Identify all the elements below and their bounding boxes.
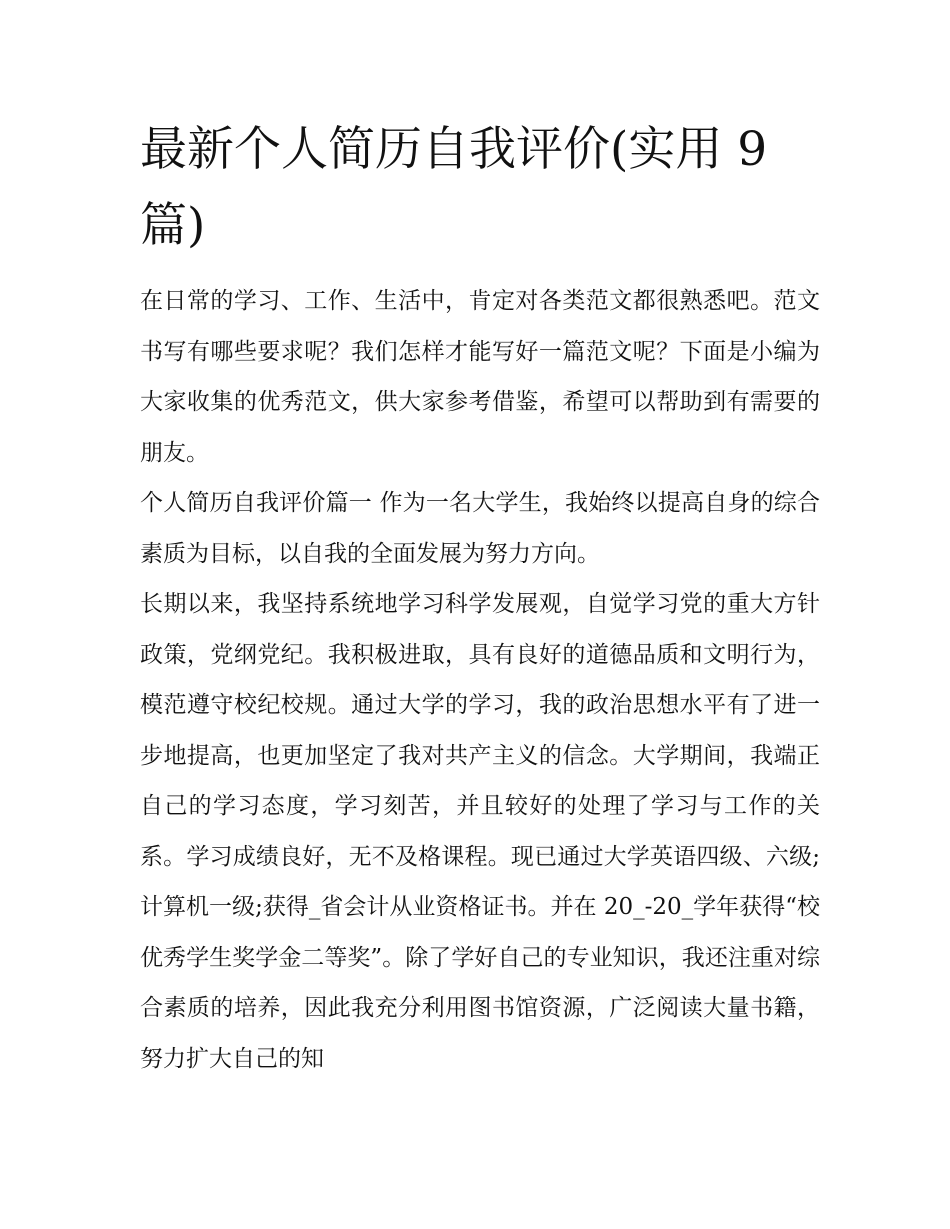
document-title: 最新个人简历自我评价(实用 9 篇) xyxy=(140,122,768,253)
paragraph-intro: 在日常的学习、工作、生活中，肯定对各类范文都很熟悉吧。范文书写有哪些要求呢？我们怎样才能写好一篇范文呢？下面是小编为大家收集的优秀范文，供大家参考借鉴，希望可以帮助到有需要的朋友。 xyxy=(140,288,820,466)
document-body xyxy=(140,276,820,1084)
paragraph-self-evaluation: 长期以来，我坚持系统地学习科学发展观，自觉学习党的重大方针政策，党纲党纪。我积极进取，具有良好的道德品质和文明行为，模范遵守校纪校规。通过大学的学习，我的政治思想水平有了进一步地提高，也更加坚定了我对共产主义的信念。大学期间，我端正自己的学习态度，学习刻苦，并且较好的处理了学习与工作的关系。学习成绩良好，无不及格课程。现已通过大学英语四级、六级;计算机一级;获得_省会计从业资格证书。并在 20_-20_学年获得“校优秀学生奖学金二等奖”。除了学好自己的专业知识，我还注重对综合素质的培养，因此我充分利用图书馆资源，广泛阅读大量书籍，努力扩大自己的知 xyxy=(140,591,820,1072)
paragraph-section-one-heading: 个人简历自我评价篇一 作为一名大学生，我始终以提高自身的综合素质为目标，以自我的全面发展为努力方向。 xyxy=(140,490,820,567)
